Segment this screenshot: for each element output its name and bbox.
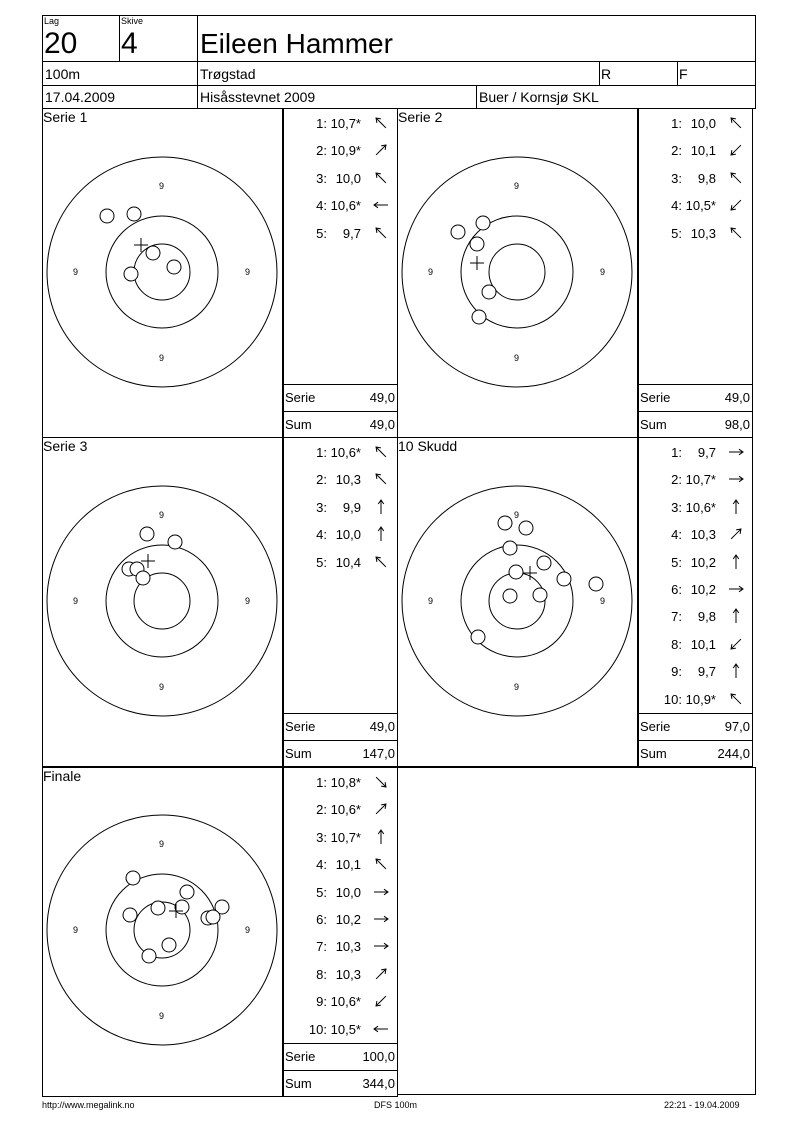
direction-arrow-icon (371, 855, 391, 873)
shot-index: 4: (316, 527, 327, 543)
shot-value: 10,0 (690, 116, 716, 131)
sum-label: Sum (285, 417, 312, 432)
serie-label: Serie (640, 719, 671, 734)
shot-index: 9: (316, 994, 327, 1010)
ring-label: 9 (159, 510, 165, 520)
shot-value: 10,4 (335, 554, 361, 570)
shot-row (283, 443, 398, 461)
shot-index: 7: (316, 939, 327, 955)
shot-value: 10,3 (690, 225, 716, 241)
panel-title: Serie 2 (398, 109, 443, 125)
shot-value: 10,2 (690, 554, 716, 570)
shot-index: 1: (316, 445, 327, 460)
shot-value: 10,5* (330, 1021, 361, 1037)
shot-value: 10,5* (685, 198, 716, 214)
shot-index: 4: (671, 527, 682, 543)
direction-arrow-icon (726, 662, 746, 680)
shot-row (283, 169, 398, 187)
shot-row (638, 607, 753, 625)
shot-index: 2: (316, 472, 327, 488)
shot-row (283, 498, 398, 516)
ring-label: 9 (514, 181, 520, 191)
shot-row (283, 800, 398, 818)
shot-row (283, 224, 398, 242)
shot-row (283, 937, 398, 955)
shot-value: 10,2 (335, 912, 361, 927)
direction-arrow-icon (371, 800, 391, 818)
direction-arrow-icon (726, 114, 746, 132)
shot-index: 10: (308, 1021, 327, 1037)
direction-arrow-icon (726, 169, 746, 187)
shot-value: 10,7* (330, 829, 361, 845)
shot-value: 10,3 (335, 472, 361, 488)
shot-index: 3: (316, 829, 327, 845)
sum-label: Sum (640, 417, 667, 432)
shot-value: 10,7* (330, 116, 361, 131)
shot-index: 1: (316, 775, 327, 790)
shot-value: 10,0 (335, 170, 361, 186)
shot-row (283, 114, 398, 132)
direction-arrow-icon (371, 114, 391, 132)
direction-arrow-icon (371, 1020, 391, 1038)
date: 17.04.2009 (45, 89, 116, 105)
ring-label: 9 (514, 353, 520, 363)
shot-index: 3: (316, 499, 327, 515)
serie-total: 97,0 (724, 719, 750, 734)
shot-index: 4: (316, 198, 327, 214)
direction-arrow-icon (726, 607, 746, 625)
shot-value: 10,2 (690, 582, 716, 597)
shot-value: 9,7 (697, 445, 716, 460)
shot-value: 9,7 (697, 664, 716, 680)
ring-label: 9 (428, 596, 434, 606)
shot-row (638, 525, 753, 543)
footer-program: DFS 100m (374, 1100, 418, 1110)
sum-label: Sum (285, 746, 312, 761)
direction-arrow-icon (726, 224, 746, 242)
shot-index: 10: (663, 691, 682, 707)
direction-arrow-icon (371, 910, 391, 928)
shot-index: 5: (671, 225, 682, 241)
sum-label: Sum (640, 746, 667, 761)
shot-row (638, 169, 753, 187)
direction-arrow-icon (371, 196, 391, 214)
serie-total: 100,0 (362, 1049, 395, 1064)
sum-total: 147,0 (362, 746, 395, 761)
shot-row (638, 141, 753, 159)
shot-index: 3: (671, 499, 682, 515)
shot-index: 7: (671, 609, 682, 625)
ring-label: 9 (600, 596, 606, 606)
direction-arrow-icon (371, 828, 391, 846)
direction-arrow-icon (371, 553, 391, 571)
shot-index: 9: (671, 664, 682, 680)
shot-value: 9,9 (342, 499, 361, 515)
shot-value: 10,3 (690, 527, 716, 543)
shot-index: 1: (671, 445, 682, 460)
sum-total: 344,0 (362, 1076, 395, 1091)
ring-label: 9 (73, 596, 79, 606)
shot-index: 8: (316, 966, 327, 982)
shot-row (638, 580, 753, 598)
shot-row (283, 883, 398, 901)
shot-value: 10,6* (685, 499, 716, 515)
direction-arrow-icon (371, 224, 391, 242)
shot-index: 4: (316, 857, 327, 873)
shot-value: 10,9* (330, 143, 361, 159)
shot-row (638, 553, 753, 571)
sum-total: 98,0 (724, 417, 750, 432)
shot-index: 2: (671, 143, 682, 159)
ring-label: 9 (159, 839, 165, 849)
shot-index: 1: (316, 116, 327, 131)
ring-label: 9 (245, 267, 251, 277)
shot-row (638, 443, 753, 461)
direction-arrow-icon (726, 498, 746, 516)
shot-row (283, 773, 398, 791)
direction-arrow-icon (371, 443, 391, 461)
shot-value: 10,0 (335, 884, 361, 900)
panel-title: Serie 3 (43, 438, 88, 454)
ring-label: 9 (428, 267, 434, 277)
direction-arrow-icon (726, 196, 746, 214)
shot-value: 9,8 (697, 609, 716, 625)
ring-label: 9 (514, 682, 520, 692)
direction-arrow-icon (371, 470, 391, 488)
shot-row (283, 141, 398, 159)
serie-label: Serie (285, 1049, 316, 1064)
shot-index: 2: (316, 143, 327, 159)
empty-area (397, 767, 756, 1095)
direction-arrow-icon (371, 883, 391, 901)
direction-arrow-icon (371, 965, 391, 983)
direction-arrow-icon (726, 580, 746, 598)
lag-value: 20 (44, 27, 78, 60)
shot-value: 9,8 (697, 170, 716, 186)
panel-title: Serie 1 (43, 109, 88, 125)
ring-label: 9 (73, 925, 79, 935)
shot-value: 10,1 (690, 143, 716, 159)
ring-label: 9 (159, 181, 165, 191)
ring-label: 9 (245, 596, 251, 606)
shot-index: 2: (316, 802, 327, 818)
ring-label: 9 (159, 682, 165, 692)
direction-arrow-icon (371, 992, 391, 1010)
shot-row (283, 1020, 398, 1038)
shot-value: 10,3 (335, 966, 361, 982)
direction-arrow-icon (726, 635, 746, 653)
f-cell (677, 61, 756, 86)
serie-label: Serie (285, 390, 316, 405)
direction-arrow-icon (726, 443, 746, 461)
direction-arrow-icon (726, 525, 746, 543)
shot-value: 10,6* (330, 445, 361, 460)
direction-arrow-icon (371, 141, 391, 159)
shot-row (638, 498, 753, 516)
shot-index: 5: (316, 884, 327, 900)
panel-title: 10 Skudd (398, 438, 458, 454)
footer-url: http://www.megalink.no (42, 1100, 135, 1110)
shot-index: 8: (671, 636, 682, 652)
direction-arrow-icon (726, 470, 746, 488)
shot-index: 2: (671, 472, 682, 488)
club-cell (197, 61, 600, 86)
club: Trøgstad (200, 66, 256, 82)
direction-arrow-icon (371, 773, 391, 791)
shot-row (638, 690, 753, 708)
shot-index: 6: (671, 582, 682, 597)
shot-index: 5: (316, 554, 327, 570)
shot-row (283, 553, 398, 571)
shot-value: 10,6* (330, 198, 361, 214)
sum-total: 49,0 (369, 417, 395, 432)
shot-index: 1: (671, 116, 682, 131)
shooter-name: Eileen Hammer (200, 28, 393, 59)
skive-value: 4 (121, 27, 138, 60)
shot-row (283, 992, 398, 1010)
footer-printed: 22:21 - 19.04.2009 (664, 1100, 740, 1110)
shot-row (638, 470, 753, 488)
panel-title: Finale (43, 768, 82, 784)
serie-total: 49,0 (369, 719, 395, 734)
serie-total: 49,0 (369, 390, 395, 405)
skive-label: Skive (121, 16, 144, 26)
ring-label: 9 (245, 925, 251, 935)
shot-index: 5: (316, 225, 327, 241)
direction-arrow-icon (726, 690, 746, 708)
ring-label: 9 (159, 353, 165, 363)
shot-row (283, 828, 398, 846)
ring-label: 9 (73, 267, 79, 277)
f-label: F (679, 66, 688, 82)
shot-index: 3: (671, 170, 682, 186)
distance: 100m (45, 66, 81, 82)
shot-value: 9,7 (342, 225, 361, 241)
shot-value: 10,1 (335, 857, 361, 873)
event: Hisåsstevnet 2009 (200, 89, 316, 105)
serie-label: Serie (285, 719, 316, 734)
shot-index: 4: (671, 198, 682, 214)
shot-value: 10,6* (330, 994, 361, 1010)
shot-row (638, 196, 753, 214)
shot-row (283, 196, 398, 214)
shot-index: 3: (316, 170, 327, 186)
direction-arrow-icon (371, 525, 391, 543)
direction-arrow-icon (726, 553, 746, 571)
shot-row (283, 910, 398, 928)
direction-arrow-icon (371, 169, 391, 187)
ring-label: 9 (600, 267, 606, 277)
shot-row (283, 470, 398, 488)
shot-value: 10,6* (330, 802, 361, 818)
r-label: R (601, 66, 612, 82)
venue: Buer / Kornsjø SKL (479, 89, 599, 105)
serie-total: 49,0 (724, 390, 750, 405)
shot-row (638, 224, 753, 242)
shot-row (283, 525, 398, 543)
shot-value: 10,8* (330, 775, 361, 790)
sum-label: Sum (285, 1076, 312, 1091)
shot-value: 10,1 (690, 636, 716, 652)
shot-row (638, 114, 753, 132)
direction-arrow-icon (371, 498, 391, 516)
shot-value: 10,9* (685, 691, 716, 707)
shot-row (638, 662, 753, 680)
shot-index: 6: (316, 912, 327, 927)
shot-index: 5: (671, 554, 682, 570)
shot-value: 10,0 (335, 527, 361, 543)
shot-value: 10,3 (335, 939, 361, 955)
direction-arrow-icon (726, 141, 746, 159)
lag-label: Lag (44, 16, 60, 26)
direction-arrow-icon (371, 937, 391, 955)
shot-row (283, 855, 398, 873)
shot-value: 10,7* (685, 472, 716, 488)
ring-label: 9 (159, 1011, 165, 1021)
sum-total: 244,0 (717, 746, 750, 761)
shot-row (283, 965, 398, 983)
serie-label: Serie (640, 390, 671, 405)
shot-row (638, 635, 753, 653)
ring-label: 9 (514, 510, 520, 520)
